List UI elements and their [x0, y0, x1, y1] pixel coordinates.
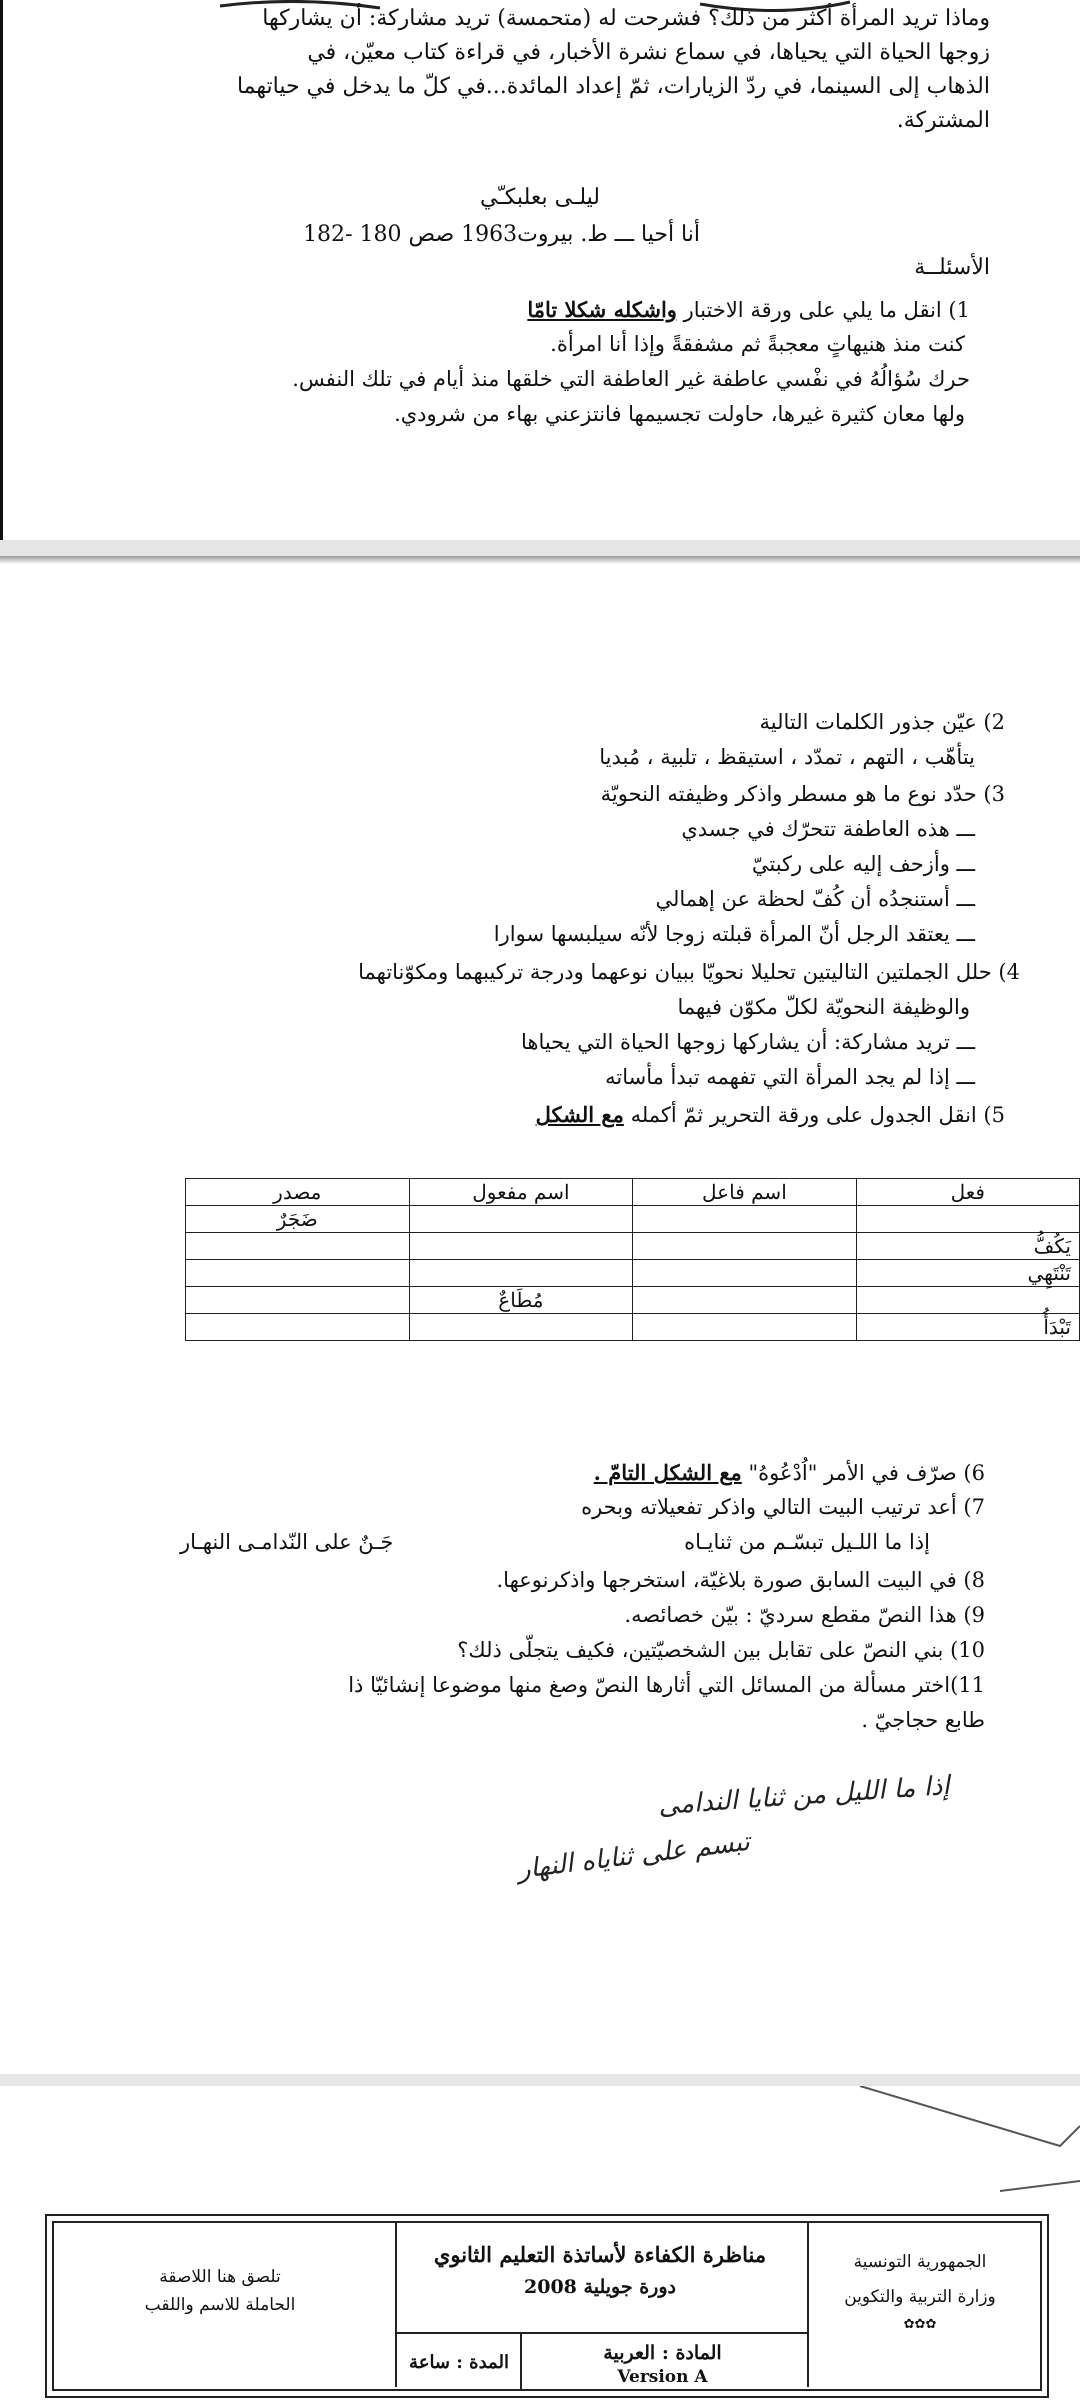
table-cell: [409, 1233, 633, 1260]
passage-line-3: الذهاب إلى السينما، في ردّ الزيارات، ثمّ إعداد المائدة...في كلّ ما يدخل في حياتهما: [236, 74, 990, 99]
name-label-area-line-2: الحاملة للاسم واللقب: [144, 2295, 296, 2315]
table-cell: [409, 1206, 633, 1233]
exam-version: Version A: [617, 2367, 708, 2387]
table-cell: يَكُفُّ: [856, 1233, 1079, 1260]
question-1-emphasis: واشكله شكلا تامّا: [527, 297, 677, 322]
table-header-row: [186, 1179, 1080, 1206]
exam-header-subdivider: [520, 2332, 522, 2391]
table-cell: [186, 1260, 410, 1287]
page-separator: [0, 540, 1080, 556]
question-4-line-1: 4) حلل الجملتين التاليتين تحليلا نحويّا ببيان نوعهما ودرجة تركيبهما ومكوّناتهما: [358, 960, 1020, 984]
question-8: 8) في البيت السابق صورة بلاغيّة، استخرجها واذكرنوعها.: [496, 1568, 985, 1592]
table-cell: مُطَاعٌ: [409, 1287, 633, 1314]
table-row: [186, 1206, 1080, 1233]
table-cell: [633, 1314, 856, 1341]
questions-heading: الأسئلــة: [914, 255, 990, 280]
table-cell: [633, 1287, 856, 1314]
table-row: [186, 1260, 1080, 1287]
table-cell: [633, 1206, 856, 1233]
question-1-text: 1) انقل ما يلي على ورقة الاختبار: [683, 298, 970, 322]
q4-item-2: ـــ إذا لم يجد المرأة التي تفهمه تبدأ مأساته: [605, 1061, 975, 1094]
handwritten-verse-line-1: إذا ما الليل من ثنايا الندامى: [657, 1770, 951, 1822]
question-1: [527, 293, 970, 327]
page-1: [0, 0, 1080, 540]
page-separator: [0, 2074, 1080, 2086]
question-5: [536, 1098, 1005, 1132]
table-cell: ضَجَرٌ: [186, 1206, 410, 1233]
question-11-line-2: طابع حجاجيّ .: [861, 1708, 985, 1732]
exam-header-divider: [395, 2332, 809, 2334]
q1-line-2: حرك سُؤالُهُ في نفْسي عاطفة غير العاطفة التي خلقها منذ أيام في تلك النفس.: [292, 367, 970, 391]
republic-name: الجمهورية التونسية: [853, 2252, 987, 2272]
exam-session: دورة جويلية 2008: [524, 2276, 676, 2298]
verse-first-hemistich: إذا ما اللـيل تبسّـم من ثنايـاه: [684, 1530, 930, 1554]
table-cell: [409, 1260, 633, 1287]
question-6-text: 6) صرّف في الأمر "اُدْعُوهُ": [748, 1461, 985, 1485]
ministry-name: وزارة التربية والتكوين: [844, 2287, 996, 2307]
question-6-emphasis: مع الشكل التامّ .: [593, 1460, 742, 1485]
exam-duration: المدة : ساعة: [409, 2352, 509, 2373]
question-6: [594, 1456, 985, 1490]
table-cell: [186, 1287, 410, 1314]
question-10: 10) بني النصّ على تقابل بين الشخصيّتين، فكيف يتجلّى ذلك؟: [457, 1638, 985, 1662]
page-3: [0, 2086, 1080, 2400]
page-shadow: [0, 556, 1080, 564]
table-cell: [186, 1314, 410, 1341]
q3-item-3: ـــ أستنجدُه أن كُفّ لحظة عن إهمالي: [656, 883, 976, 916]
question-2-words: يتأهّب ، التهم ، تمدّد ، استيقظ ، تلبية ، مُبديا: [599, 745, 975, 769]
question-5-emphasis: مع الشكل: [535, 1102, 624, 1127]
table-cell: [856, 1206, 1079, 1233]
ornament-stars: ✿✿✿: [903, 2317, 937, 2332]
q1-line-1: كنت منذ هنيهاتٍ معجبةً ثم مشفقةً وإذا أنا امرأة.: [550, 332, 965, 356]
page-edge: [0, 0, 3, 540]
table-cell: تَبْدَأُ: [856, 1314, 1079, 1341]
question-9: 9) هذا النصّ مقطع سرديّ : بيّن خصائصه.: [624, 1603, 985, 1627]
name-label-area-line-1: تلصق هنا اللاصقة: [159, 2267, 281, 2287]
exam-subject: المادة : العربية: [603, 2342, 722, 2364]
page-2: [0, 556, 1080, 2074]
q4-item-1: ـــ تريد مشاركة: أن يشاركها زوجها الحياة التي يحياها: [521, 1026, 975, 1059]
table-row: [186, 1314, 1080, 1341]
passage-line-1: وماذا تريد المرأة أكثر من ذلك؟ فشرحت له (متحمسة) تريد مشاركة: أن يشاركها: [262, 6, 990, 31]
verse-second-hemistich: جَـنٌ على النّدامـى النهـار: [180, 1530, 394, 1554]
question-5-text: 5) انقل الجدول على ورقة التحرير ثمّ أكمله: [630, 1103, 1005, 1127]
table-row: [186, 1287, 1080, 1314]
question-3: 3) حدّد نوع ما هو مسطر واذكر وظيفته النحويّة: [600, 782, 1005, 806]
passage-line-2: زوجها الحياة التي يحياها، في سماع نشرة الأخبار، في قراءة كتاب معيّن، في: [307, 40, 990, 65]
question-4-line-2: والوظيفة النحويّة لكلّ مكوّن فيهما: [677, 995, 970, 1019]
morphology-table: [185, 1178, 1080, 1341]
table-cell: [856, 1287, 1079, 1314]
table-cell: [633, 1233, 856, 1260]
question-7: 7) أعد ترتيب البيت التالي واذكر تفعيلاته وبحره: [581, 1495, 985, 1519]
table-row: [186, 1233, 1080, 1260]
q1-line-3: ولها معان كثيرة غيرها، حاولت تجسيمها فانتزعني بهاء من شرودي.: [394, 402, 965, 426]
author-name: ليلـى بعلبكـّي: [480, 185, 600, 210]
passage-line-4: المشتركة.: [896, 108, 990, 133]
table-cell: [633, 1260, 856, 1287]
q3-item-4: ـــ يعتقد الرجل أنّ المرأة قبلته زوجا لأنّه سيلبسها سوارا: [494, 918, 975, 951]
table-cell: [409, 1314, 633, 1341]
exam-title: مناظرة الكفاءة لأساتذة التعليم الثانوي: [433, 2242, 767, 2267]
table-header-cell: مصدر: [186, 1179, 410, 1206]
handwritten-verse-line-2: تبسم على ثناياه النهار: [515, 1826, 751, 1886]
table-cell: [186, 1233, 410, 1260]
question-11-line-1: 11)اختر مسألة من المسائل التي أثارها النصّ وصغ منها موضوعا إنشائيّا ذا: [348, 1673, 985, 1697]
table-cell: تَنْتَهِي: [856, 1260, 1079, 1287]
source-citation: أنا أحيا ـــ ط. بيروت1963 صص 180 -182: [303, 222, 700, 247]
q3-item-1: ـــ هذه العاطفة تتحرّك في جسدي: [681, 813, 975, 846]
table-header-cell: اسم فاعل: [633, 1179, 856, 1206]
question-2: 2) عيّن جذور الكلمات التالية: [759, 710, 1005, 734]
table-header-cell: فعل: [856, 1179, 1079, 1206]
table-header-cell: اسم مفعول: [409, 1179, 633, 1206]
q3-item-2: ـــ وأزحف إليه على ركبتيّ: [752, 848, 975, 881]
